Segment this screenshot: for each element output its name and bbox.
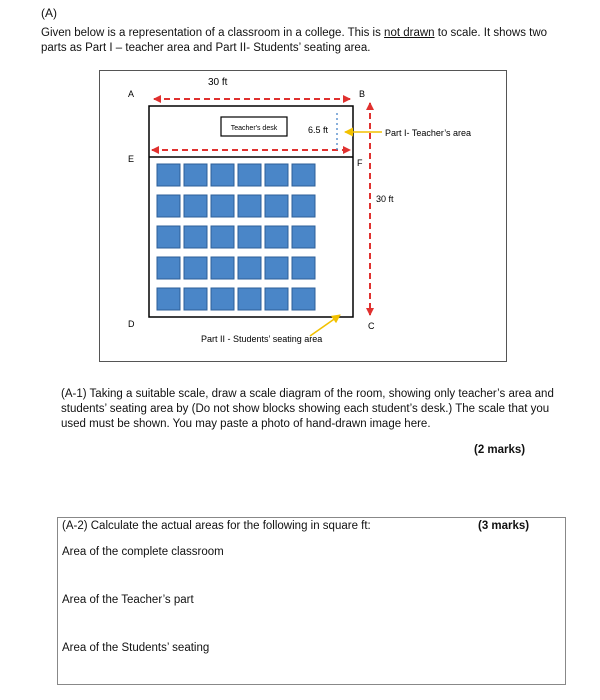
teacher-desk-label: Teacher's desk [230, 125, 278, 132]
corner-a-label: A [128, 89, 135, 99]
student-desk [184, 288, 207, 310]
area-item-teacher: Area of the Teacher’s part [62, 594, 194, 606]
student-desk [157, 288, 180, 310]
student-desk [238, 195, 261, 217]
question-a1-text: (A-1) Taking a suitable scale, draw a scale diagram of the room, showing only teacher’s area and students’ seating area by (Do not show blocks showing each student’s desk.) The scale that you used must be shown. You may paste a photo of hand-drawn image here. [61, 388, 554, 430]
classroom-figure [99, 70, 507, 362]
student-desk [157, 195, 180, 217]
classroom-diagram [100, 71, 506, 361]
student-desk [265, 226, 288, 248]
student-desk [157, 257, 180, 279]
student-desk [211, 195, 234, 217]
student-desk [184, 164, 207, 186]
student-desk [211, 164, 234, 186]
student-desk [292, 195, 315, 217]
area-item-classroom: Area of the complete classroom [62, 546, 224, 558]
part2-label: Part II - Students’ seating area [201, 334, 323, 344]
section-label: (A) [41, 6, 57, 20]
student-desk [184, 226, 207, 248]
intro-underlined-text: not drawn [384, 27, 435, 39]
student-desk [292, 257, 315, 279]
width-label: 30 ft [208, 77, 228, 88]
height-label: 30 ft [376, 194, 394, 204]
student-desk [292, 164, 315, 186]
teacher-depth-label: 6.5 ft [308, 125, 329, 135]
student-desk [211, 226, 234, 248]
student-desk [292, 226, 315, 248]
student-desk [292, 288, 315, 310]
part1-label: Part I- Teacher’s area [385, 128, 472, 138]
student-desk [265, 195, 288, 217]
student-desk [157, 226, 180, 248]
student-desk [238, 288, 261, 310]
student-desk [211, 288, 234, 310]
corner-c-label: C [368, 321, 375, 331]
area-item-students: Area of the Students’ seating [62, 642, 210, 654]
student-desk [238, 164, 261, 186]
student-desk [184, 257, 207, 279]
question-a2-marks: (3 marks) [478, 520, 530, 532]
intro-paragraph [41, 26, 561, 56]
question-a1-marks: (2 marks) [474, 444, 526, 456]
student-desk [238, 226, 261, 248]
student-desk [265, 288, 288, 310]
student-desk [184, 195, 207, 217]
student-desk [211, 257, 234, 279]
student-desks-grid [157, 164, 315, 310]
student-desk [265, 164, 288, 186]
intro-text-start: Given below is a representation of a classroom in a college. This is [41, 27, 385, 39]
part2-callout-arrow [310, 315, 340, 336]
student-desk [238, 257, 261, 279]
question-a2-title: (A-2) Calculate the actual areas for the following in square ft: [62, 520, 371, 532]
student-desk [157, 164, 180, 186]
intro-text-end: to scale. It shows two parts as Part I – teacher area and Part II- Students’ seating area. [41, 27, 548, 54]
corner-d-label: D [128, 319, 135, 329]
point-e-label: E [128, 154, 135, 164]
student-desk [265, 257, 288, 279]
corner-b-label: B [359, 89, 366, 99]
point-f-label: F [357, 158, 363, 168]
